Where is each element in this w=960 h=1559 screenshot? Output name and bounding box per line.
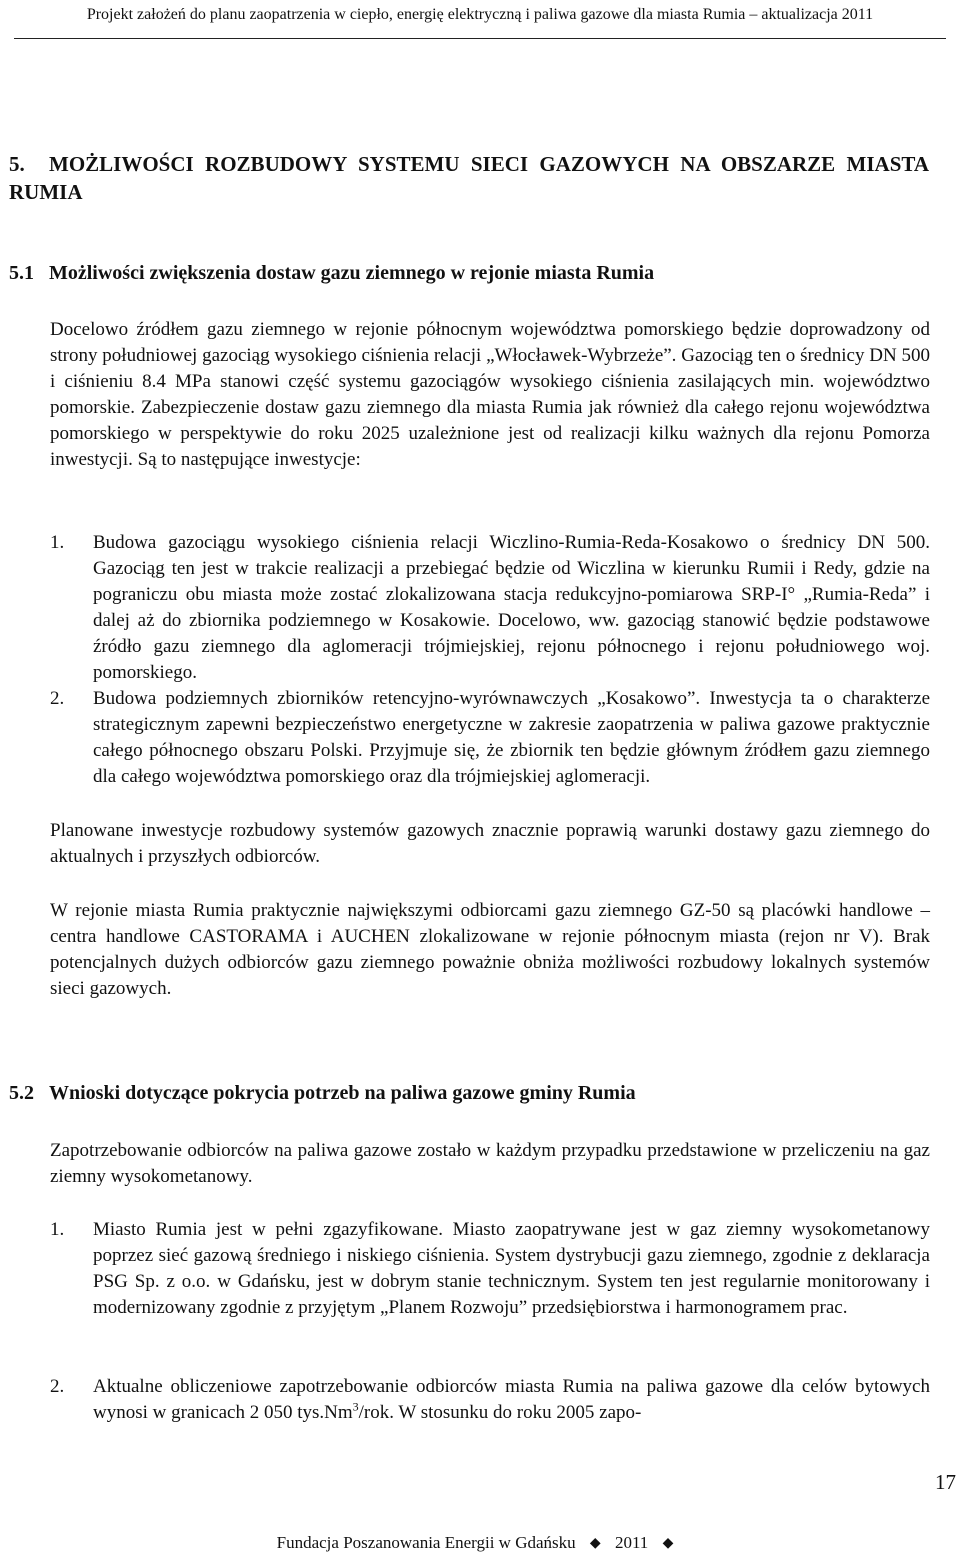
conclusions-list-continued bbox=[50, 1374, 930, 1426]
investment-list bbox=[50, 530, 930, 790]
section-5-1-heading bbox=[9, 260, 654, 286]
section-title: Możliwości zwiększenia dostaw gazu ziemnego w rejonie miasta Rumia bbox=[49, 262, 655, 284]
list-item bbox=[50, 686, 930, 790]
list-item bbox=[50, 530, 930, 686]
list-item-number: 2. bbox=[50, 688, 65, 709]
paragraph-major-consumers: W rejonie miasta Rumia praktycznie największymi odbiorcami gazu ziemnego GZ-50 są placówki handlowe – centra handlowe CASTORAMA i AUCHEN zlokalizowane w rejonie północnym miasta (rejon nr V). Brak potencjalnych dużych odbiorców gazu ziemnego poważnie obniża możliwości rozbudowy lokalnych systemów sieci gazowych. bbox=[50, 900, 930, 999]
conclusions-list bbox=[50, 1217, 930, 1321]
page-number: 17 bbox=[935, 1470, 956, 1494]
diamond-icon: ◆ bbox=[662, 1536, 674, 1551]
list-item-text: Aktualne obliczeniowe zapotrzebowanie odbiorców miasta Rumia na paliwa gazowe dla celów bytowych wynosi w granicach 2 050 tys.Nm$^3$/rok. W stosunku do roku 2005 zapo- bbox=[93, 1376, 930, 1423]
paragraph-gas-source: Docelowo źródłem gazu ziemnego w rejonie północnym województwa pomorskiego będzie doprowadzony od strony południowej gazociąg wysokiego ciśnienia relacji „Włocławek-Wybrzeże”. Gazociąg ten o średnicy DN 500 i ciśnieniu 8.4 MPa stanowi część systemu gazociągów wysokiego ciśnienia zasilających min. województwo pomorskie. Zabezpieczenie dostaw gazu ziemnego dla miasta Rumia jak również dla całego rejonu województwa pomorskiego w perspektywie do roku 2025 uzależnione jest od realizacji kilku ważnych dla rejonu Pomorza inwestycji. Są to następujące inwestycje: bbox=[50, 319, 930, 470]
section-number: 5.1 bbox=[9, 262, 34, 284]
section-title: MOŻLIWOŚCI ROZBUDOWY SYSTEMU SIECI GAZOWYCH NA OBSZARZE MIASTA RUMIA bbox=[9, 152, 929, 204]
paragraph-demand-basis: Zapotrzebowanie odbiorców na paliwa gazowe zostało w każdym przypadku przedstawione w przeliczeniu na gaz ziemny wysokometanowy. bbox=[50, 1140, 930, 1187]
footer bbox=[0, 1530, 960, 1557]
list-item-text: Budowa gazociągu wysokiego ciśnienia relacji Wiczlino-Rumia-Reda-Kosakowo o średnicy DN 500. Gazociąg ten jest w trakcie realizacji a przebiegać będzie od Wiczlina w kierunku Rumii i Redy, gdzie na pograniczu obu miasta może zostać zlokalizowana stacja redukcyjno-pomiarowa SRP-I° „Rumia-Reda” i dalej aż do zbiornika podziemnego w Kosakowie. Docelowo, ww. gazociąg stanowić będzie podstawowe źródło gazu ziemnego dla aglomeracji trójmiejskiej, rejonu północnego i rejonu południowego woj. pomorskiego. bbox=[93, 532, 930, 683]
list-item-number: 1. bbox=[50, 1219, 65, 1240]
footer-organization: Fundacja Poszanowania Energii w Gdańsku bbox=[276, 1533, 576, 1552]
list-item-text: Budowa podziemnych zbiorników retencyjno-wyrównawczych „Kosakowo”. Inwestycja ta o charakterze strategicznym zapewni bezpieczeństwo energetyczne w zakresie zaopatrzenia w paliwa gazowe praktycznie całego północnego obszaru Polski. Przyjmuje się, że zbiornik ten będzie głównym źródłem gazu ziemnego dla całego województwa pomorskiego oraz dla trójmiejskiej aglomeracji. bbox=[93, 688, 930, 787]
superscript: 3 bbox=[352, 1399, 359, 1414]
running-header: Projekt założeń do planu zaopatrzenia w ciepło, energię elektryczną i paliwa gazowe dla miasta Rumia – aktualizacja 2011 bbox=[14, 0, 946, 39]
list-item-text: Miasto Rumia jest w pełni zgazyfikowane. Miasto zaopatrywane jest w gaz ziemny wysokometanowy poprzez sieć gazową średniego i niskiego ciśnienia. System dystrybucji gazu ziemnego, zgodnie z deklaracja PSG Sp. z o.o. w Gdańsku, jest w dobrym stanie technicznym. System ten jest regularnie monitorowany i modernizowany zgodnie z przyjętym „Planem Rozwoju” przedsiębiorstwa i harmonogramem prac. bbox=[93, 1219, 930, 1318]
diamond-icon: ◆ bbox=[589, 1536, 601, 1551]
section-5-heading bbox=[9, 150, 929, 206]
section-5-2-heading bbox=[9, 1080, 636, 1106]
list-item bbox=[50, 1374, 930, 1426]
list-item-number: 1. bbox=[50, 532, 65, 553]
list-item-number: 2. bbox=[50, 1376, 65, 1397]
list-item bbox=[50, 1217, 930, 1321]
section-title: Wnioski dotyczące pokrycia potrzeb na paliwa gazowe gminy Rumia bbox=[49, 1082, 636, 1104]
paragraph-planned-investments: Planowane inwestycje rozbudowy systemów gazowych znacznie poprawią warunki dostawy gazu ziemnego do aktualnych i przyszłych odbiorców. bbox=[50, 820, 930, 867]
footer-year: 2011 bbox=[614, 1533, 649, 1552]
section-number: 5. bbox=[9, 152, 25, 176]
section-number: 5.2 bbox=[9, 1082, 34, 1104]
